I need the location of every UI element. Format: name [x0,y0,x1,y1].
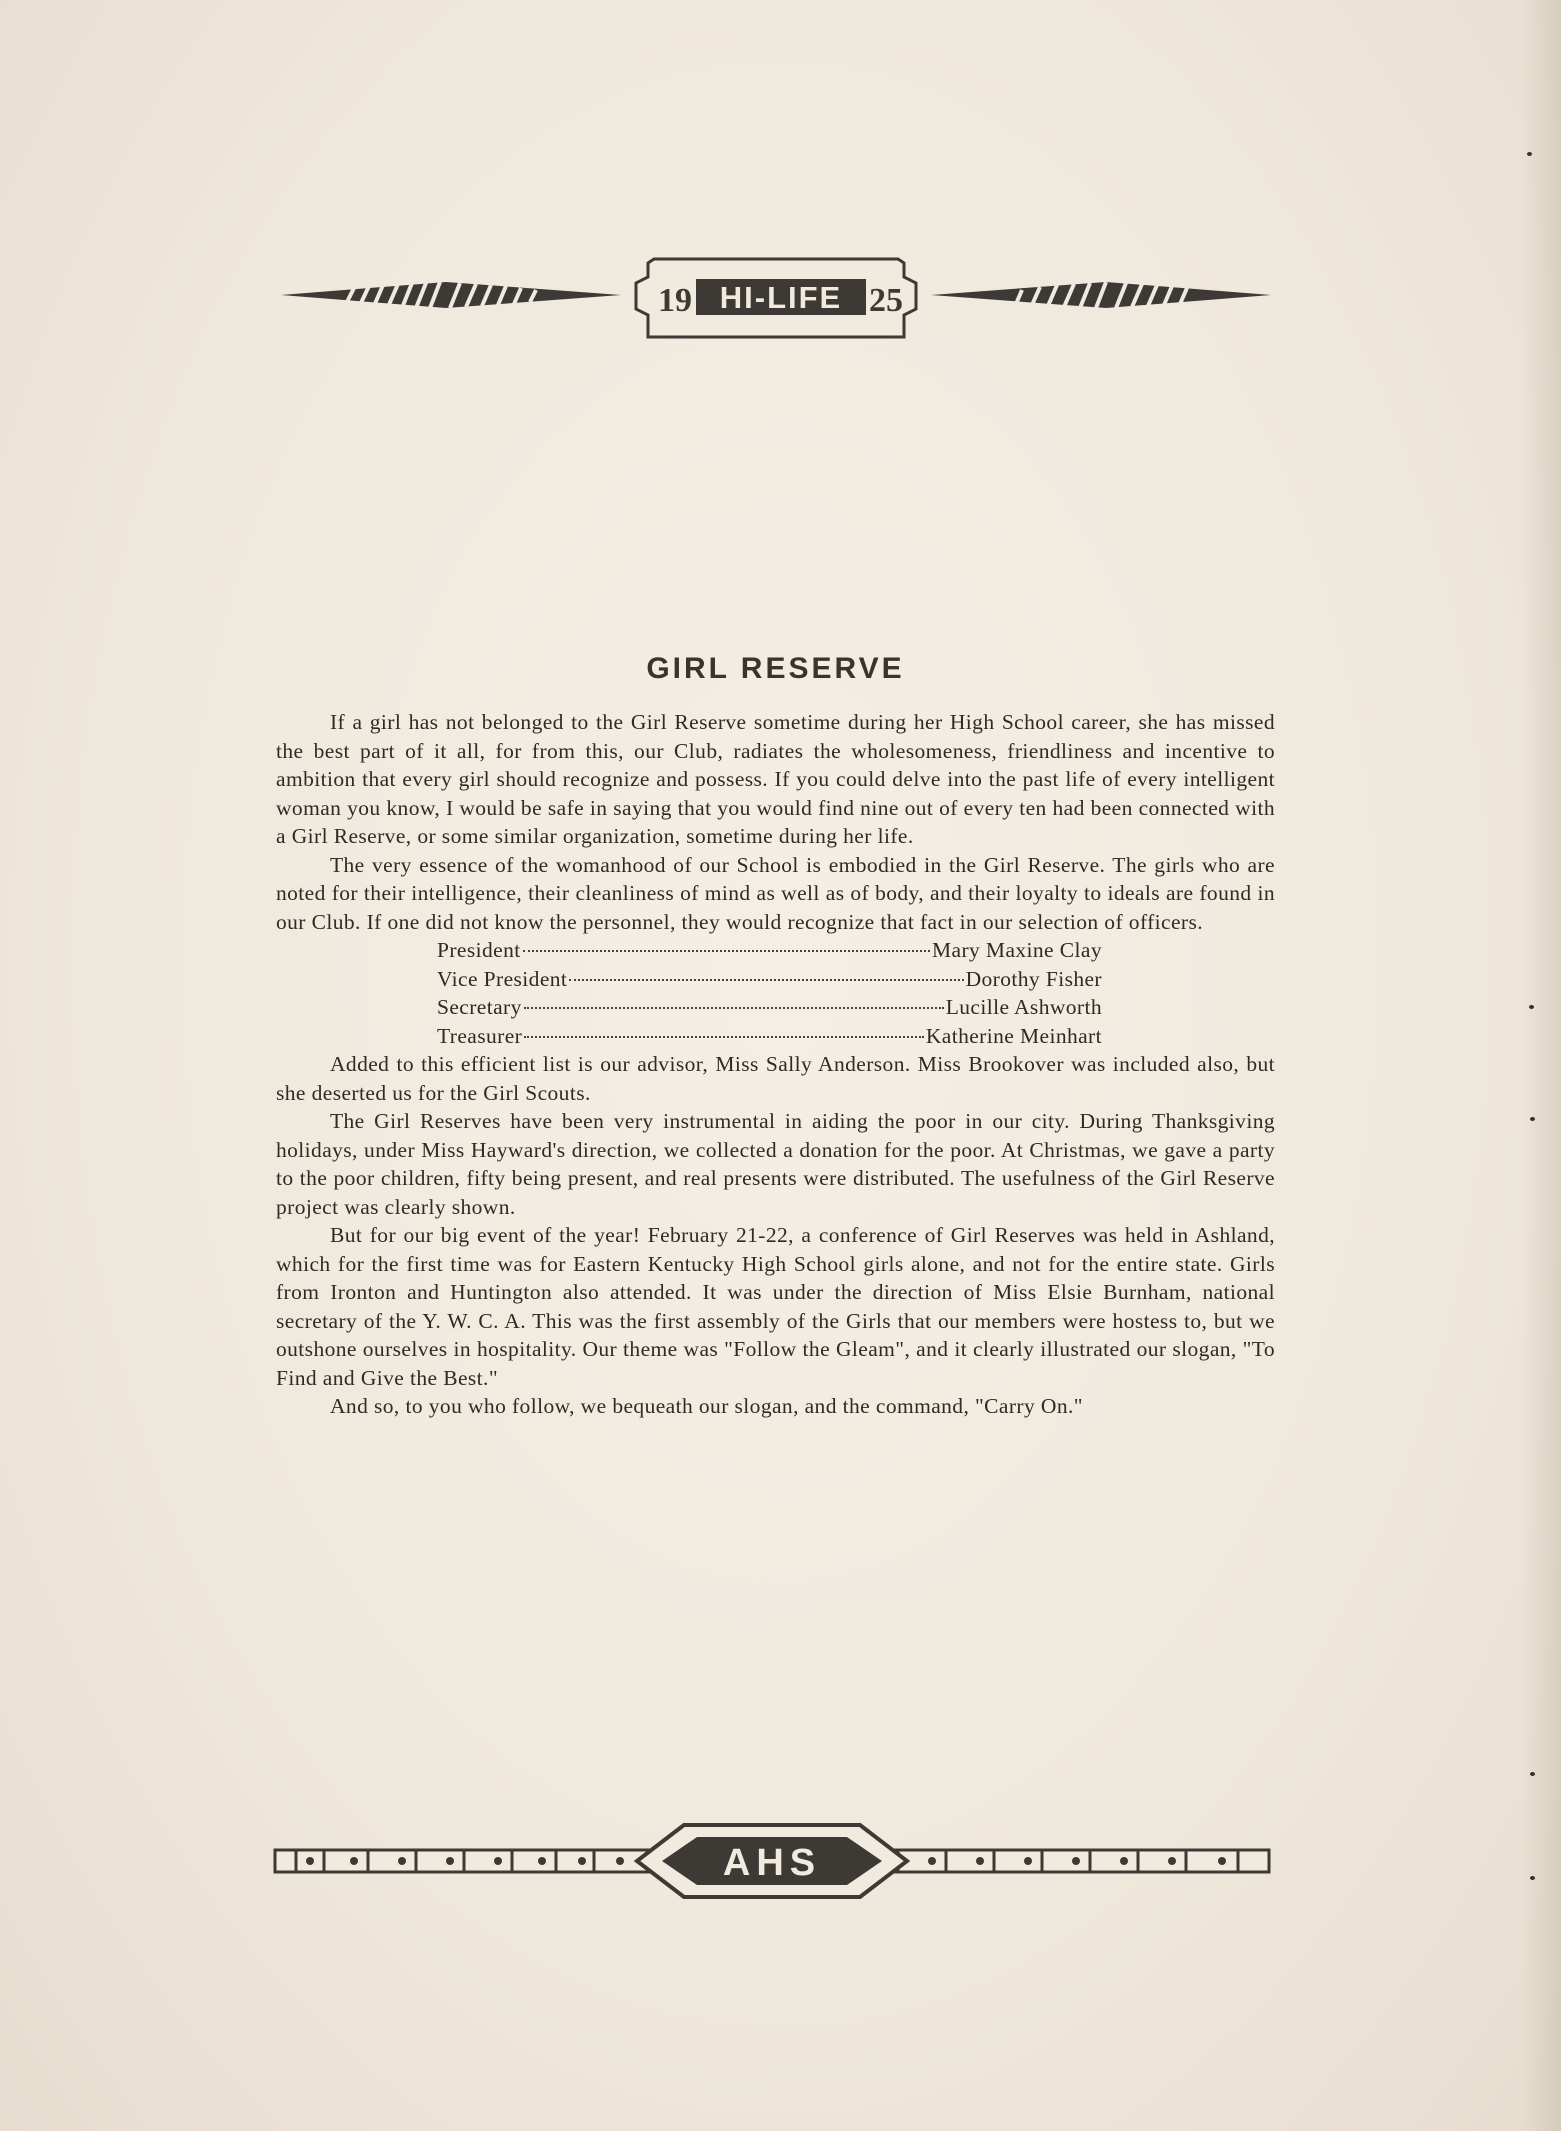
officer-row [437,936,1102,965]
paragraph: The Girl Reserves have been very instrumental in aiding the poor in our city. During Thanksgiving holidays, under Miss Hayward's direction, we collected a donation for the poor. At Christmas, we gave a party to the poor children, fifty being present, and real presents were distributed. The usefulness of the Girl Reserve project was clearly shown. [276,1109,1275,1219]
page-edge-shadow [1521,0,1561,2131]
paragraph: The very essence of the womanhood of our School is embodied in the Girl Reserve. The girls who are noted for their intelligence, their cleanliness of mind as well as of body, and their loyalty to ideals are found in our Club. If one did not know the personnel, they would recognize that fact in our selection of officers. [276,852,1275,934]
paragraph: Added to this efficient list is our advisor, Miss Sally Anderson. Miss Brookover was included also, but she deserted us for the Girl Scouts. [276,1052,1275,1105]
year-right-text: 25 [869,282,903,319]
dot-leader [524,1036,924,1038]
hi-life-text: HI-LIFE [719,280,843,315]
officer-name: Katherine Meinhart [925,1023,1102,1048]
article-body [276,708,1275,1421]
paragraph: But for our big event of the year! February 21-22, a conference of Girl Reserves was held in Ashland, which for the first time was for Eastern Kentucky High School girls alone, and not for the entire state. Girls from Ironton and Huntington also attended. It was under the direction of Miss Elsie Burnham, national secretary of the Y. W. C. A. This was the first assembly of the Girls that our members were hostess to, but we outshone ourselves in hospitality. Our theme was "Follow the Gleam", and it clearly illustrated our slogan, "To Find and Give the Best." [276,1223,1275,1390]
footer-ornament [272,1815,1272,1905]
officers-list [437,936,1102,1050]
officer-role: President [437,938,521,962]
page-speck [1530,1117,1535,1121]
dot-leader [523,950,930,952]
page-speck [1530,1876,1535,1880]
officer-name: Lucille Ashworth [945,995,1102,1019]
monogram-text: AHS [722,1842,822,1884]
page-title: GIRL RESERVE [646,652,905,685]
officer-row [437,993,1102,1022]
officer-name: Dorothy Fisher [965,966,1102,991]
paragraph: And so, to you who follow, we bequeath our slogan, and the command, "Carry On." [330,1394,1083,1418]
officer-row [437,1022,1102,1051]
header-ornament [276,255,1276,345]
page-speck [1530,1772,1535,1776]
dot-leader [569,979,963,981]
dot-leader [524,1007,944,1009]
year-left-text: 19 [658,282,692,319]
officer-role: Vice President [437,966,568,991]
officer-role: Treasurer [437,1023,523,1048]
page-speck [1527,152,1532,156]
officer-row [437,965,1102,994]
officer-role: Secretary [437,995,522,1019]
officer-name: Mary Maxine Clay [931,938,1102,962]
page-speck [1529,1005,1534,1009]
paragraph: If a girl has not belonged to the Girl Reserve sometime during her High School career, she has missed the best part of it all, for from this, our Club, radiates the wholesomeness, friendliness and incentive to ambition that every girl should recognize and possess. If you could delve into the past life of every intelligent woman you know, I would be safe in saying that you would find nine out of every ten had been connected with a Girl Reserve, or some similar organization, sometime during her life. [276,710,1275,848]
